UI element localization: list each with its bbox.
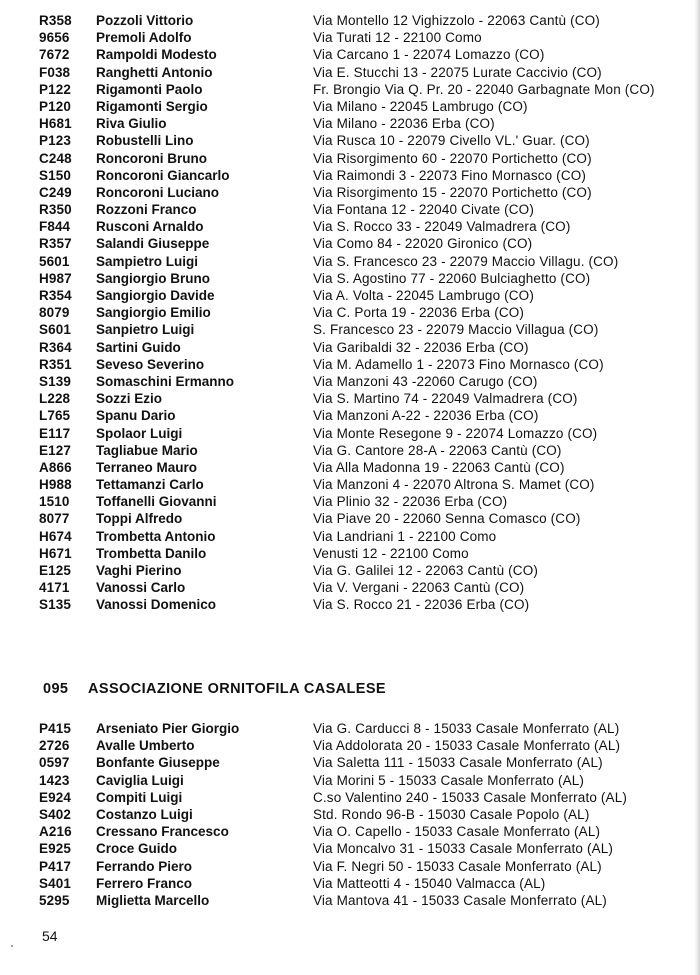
member-code: S139 — [39, 373, 71, 389]
member-name: Sampietro Luigi — [96, 253, 199, 269]
member-address: Via Risorgimento 15 - 22070 Portichetto (CO) — [313, 184, 592, 200]
member-address: Via M. Adamello 1 - 22073 Fino Mornasco (CO) — [313, 356, 604, 372]
member-row — [0, 253, 700, 270]
member-address: Via Matteotti 4 - 15040 Valmacca (AL) — [313, 875, 546, 891]
member-code: 8077 — [39, 511, 70, 527]
member-code: P123 — [39, 133, 71, 149]
member-address: Via O. Capello - 15033 Casale Monferrato (AL) — [313, 824, 601, 840]
member-row — [0, 442, 700, 459]
member-address: Via Mantova 41 - 15033 Casale Monferrato (AL) — [313, 892, 607, 908]
member-row — [0, 29, 700, 46]
member-row — [0, 167, 700, 184]
member-code: E925 — [39, 841, 71, 857]
member-address: Via C. Porta 19 - 22036 Erba (CO) — [313, 305, 525, 321]
member-row — [0, 806, 700, 823]
member-address: Fr. Brongio Via Q. Pr. 20 - 22040 Garbagnate Mon (CO) — [313, 81, 655, 97]
member-name: Miglietta Marcello — [96, 892, 210, 908]
member-address: Via Milano - 22045 Lambrugo (CO) — [313, 98, 528, 114]
member-address: S. Francesco 23 - 22079 Maccio Villagua (CO) — [313, 322, 599, 338]
member-row — [0, 184, 700, 201]
member-name: Rusconi Arnaldo — [96, 219, 204, 235]
member-address: Via Risorgimento 60 - 22070 Portichetto (CO) — [313, 150, 592, 166]
member-row — [0, 304, 700, 321]
section-heading — [43, 681, 386, 697]
member-code: S150 — [39, 167, 71, 183]
member-name: Vanossi Domenico — [96, 597, 217, 613]
member-name: Vaghi Pierino — [96, 563, 182, 578]
member-row — [0, 98, 700, 115]
member-code: 7672 — [39, 47, 70, 63]
member-address: C.so Valentino 240 - 15033 Casale Monferrato (AL) — [313, 789, 628, 805]
member-address: Via G. Cantore 28-A - 22063 Cantù (CO) — [313, 442, 562, 458]
member-name: Caviglia Luigi — [96, 772, 184, 788]
member-name: Sangiorgio Davide — [96, 288, 215, 303]
member-name: Trombetta Antonio — [96, 528, 216, 544]
member-row — [0, 150, 700, 167]
member-code: F844 — [39, 219, 71, 235]
member-address: Via Piave 20 - 22060 Senna Comasco (CO) — [313, 511, 581, 527]
member-name: Croce Guido — [96, 841, 178, 857]
member-name: Salandi Giuseppe — [96, 236, 210, 252]
page-edge-shadow — [694, 0, 700, 975]
page-number: 54 — [42, 928, 58, 944]
member-code: R350 — [39, 202, 72, 218]
member-name: Rigamonti Paolo — [96, 81, 203, 97]
member-address: Via S. Agostino 77 - 22060 Bulciaghetto (CO) — [313, 270, 591, 286]
member-name: Bonfante Giuseppe — [96, 755, 220, 771]
member-name: Tagliabue Mario — [96, 442, 198, 458]
member-name: Sartini Guido — [96, 339, 181, 355]
member-list-top — [0, 12, 700, 614]
member-row — [0, 12, 700, 29]
member-code: A866 — [39, 459, 72, 475]
member-row — [0, 562, 700, 579]
member-address: Via G. Galilei 12 - 22063 Cantù (CO) — [313, 563, 539, 578]
member-code: R357 — [39, 236, 72, 252]
member-code: R364 — [39, 339, 72, 355]
member-address: Via F. Negri 50 - 15033 Casale Monferrato (AL) — [313, 858, 602, 874]
member-address: Via Manzoni 43 -22060 Carugo (CO) — [313, 373, 538, 389]
member-name: Sanpietro Luigi — [96, 322, 195, 338]
member-row — [0, 772, 700, 789]
member-row — [0, 545, 700, 562]
member-address: Via G. Carducci 8 - 15033 Casale Monferrato (AL) — [313, 721, 620, 736]
member-address: Via S. Francesco 23 - 22079 Maccio Villagu. (CO) — [313, 253, 619, 269]
member-row — [0, 425, 700, 442]
member-row — [0, 81, 700, 98]
member-address: Via Saletta 111 - 15033 Casale Monferrato (AL) — [313, 755, 603, 771]
member-code: P120 — [39, 98, 71, 114]
member-address: Via A. Volta - 22045 Lambrugo (CO) — [313, 288, 534, 303]
member-row — [0, 875, 700, 892]
member-name: Robustelli Lino — [96, 133, 194, 149]
member-code: R354 — [39, 288, 72, 303]
member-address: Via Raimondi 3 - 22073 Fino Mornasco (CO) — [313, 167, 587, 183]
member-name: Cressano Francesco — [96, 824, 229, 840]
member-name: Sangiorgio Emilio — [96, 305, 211, 321]
member-row — [0, 493, 700, 510]
member-code: R358 — [39, 13, 72, 28]
section-number: 095 — [43, 681, 69, 697]
member-code: L228 — [39, 391, 71, 407]
member-name: Somaschini Ermanno — [96, 373, 235, 389]
member-name: Spanu Dario — [96, 408, 176, 424]
member-address: Via V. Vergani - 22063 Cantù (CO) — [313, 580, 525, 596]
member-row — [0, 789, 700, 806]
member-name: Costanzo Luigi — [96, 806, 193, 822]
member-address: Via Fontana 12 - 22040 Civate (CO) — [313, 202, 534, 218]
member-address: Via Garibaldi 32 - 22036 Erba (CO) — [313, 339, 529, 355]
member-name: Roncoroni Luciano — [96, 184, 219, 200]
section-title: ASSOCIAZIONE ORNITOFILA CASALESE — [88, 681, 386, 697]
member-address: Via Alla Madonna 19 - 22063 Cantù (CO) — [313, 459, 565, 475]
member-code: 1510 — [39, 494, 70, 510]
member-name: Rampoldi Modesto — [96, 47, 217, 63]
member-name: Vanossi Carlo — [96, 580, 186, 596]
member-row — [0, 528, 700, 545]
member-code: H987 — [39, 270, 72, 286]
member-code: R351 — [39, 356, 72, 372]
member-code: 8079 — [39, 305, 70, 321]
member-address: Via Manzoni A-22 - 22036 Erba (CO) — [313, 408, 539, 424]
member-row — [0, 823, 700, 840]
member-address: Via S. Rocco 21 - 22036 Erba (CO) — [313, 597, 530, 613]
member-name: Trombetta Danilo — [96, 545, 207, 561]
member-code: F038 — [39, 64, 71, 80]
member-row — [0, 858, 700, 875]
member-address: Via Addolorata 20 - 15033 Casale Monferrato (AL) — [313, 738, 621, 754]
member-name: Rozzoni Franco — [96, 202, 197, 218]
member-address: Via Manzoni 4 - 22070 Altrona S. Mamet (CO) — [313, 477, 595, 493]
member-code: S601 — [39, 322, 71, 338]
member-row — [0, 321, 700, 338]
member-address: Via Morini 5 - 15033 Casale Monferrato (AL) — [313, 772, 585, 788]
member-address: Via S. Rocco 33 - 22049 Valmadrera (CO) — [313, 219, 571, 235]
member-code: E924 — [39, 789, 71, 805]
member-code: H988 — [39, 477, 72, 493]
member-row — [0, 201, 700, 218]
member-name: Ferrero Franco — [96, 875, 193, 891]
member-address: Std. Rondo 96-B - 15030 Casale Popolo (AL) — [313, 806, 590, 822]
member-row — [0, 339, 700, 356]
member-code: 5295 — [39, 892, 70, 908]
member-code: P415 — [39, 721, 71, 736]
member-row — [0, 46, 700, 63]
member-name: Compiti Luigi — [96, 789, 183, 805]
member-address: Via Rusca 10 - 22079 Civello VL.' Guar. (CO) — [313, 133, 590, 149]
member-name: Arseniato Pier Giorgio — [96, 721, 240, 736]
member-name: Pozzoli Vittorio — [96, 13, 194, 28]
member-name: Avalle Umberto — [96, 738, 195, 754]
member-name: Premoli Adolfo — [96, 30, 192, 46]
member-code: L765 — [39, 408, 71, 424]
member-name: Seveso Severino — [96, 356, 205, 372]
member-row — [0, 390, 700, 407]
member-row — [0, 720, 700, 737]
member-code: S401 — [39, 875, 71, 891]
member-name: Terraneo Mauro — [96, 459, 198, 475]
member-address: Via Carcano 1 - 22074 Lomazzo (CO) — [313, 47, 545, 63]
member-address: Via Plinio 32 - 22036 Erba (CO) — [313, 494, 508, 510]
member-code: H671 — [39, 545, 72, 561]
member-row — [0, 287, 700, 304]
member-code: E125 — [39, 563, 71, 578]
member-code: 1423 — [39, 772, 70, 788]
member-row — [0, 510, 700, 527]
member-row — [0, 218, 700, 235]
member-code: 2726 — [39, 738, 70, 754]
member-name: Rigamonti Sergio — [96, 98, 208, 114]
member-name: Riva Giulio — [96, 116, 167, 132]
member-code: C248 — [39, 150, 72, 166]
member-address: Via S. Martino 74 - 22049 Valmadrera (CO) — [313, 391, 578, 407]
member-name: Toffanelli Giovanni — [96, 494, 217, 510]
member-name: Tettamanzi Carlo — [96, 477, 204, 493]
member-code: E117 — [39, 425, 71, 441]
member-code: E127 — [39, 442, 71, 458]
member-address: Via Como 84 - 22020 Gironico (CO) — [313, 236, 533, 252]
member-code: A216 — [39, 824, 72, 840]
member-code: 9656 — [39, 30, 70, 46]
member-row — [0, 892, 700, 909]
member-list-bottom — [0, 720, 700, 909]
member-address: Via Turati 12 - 22100 Como — [313, 30, 482, 46]
member-address: Via Milano - 22036 Erba (CO) — [313, 116, 495, 132]
member-code: P417 — [39, 858, 71, 874]
member-row — [0, 579, 700, 596]
member-name: Sozzi Ezio — [96, 391, 163, 407]
member-name: Roncoroni Giancarlo — [96, 167, 230, 183]
member-row — [0, 840, 700, 857]
member-address: Via Monte Resegone 9 - 22074 Lomazzo (CO) — [313, 425, 598, 441]
member-name: Ferrando Piero — [96, 858, 193, 874]
member-name: Spolaor Luigi — [96, 425, 183, 441]
member-code: S402 — [39, 806, 71, 822]
member-name: Sangiorgio Bruno — [96, 270, 210, 286]
member-address: Via E. Stucchi 13 - 22075 Lurate Caccivio (CO) — [313, 64, 602, 80]
member-row — [0, 754, 700, 771]
member-row — [0, 115, 700, 132]
member-address: Via Landriani 1 - 22100 Como — [313, 528, 497, 544]
member-row — [0, 373, 700, 390]
member-row — [0, 737, 700, 754]
member-row — [0, 235, 700, 252]
member-row — [0, 476, 700, 493]
member-code: 0597 — [39, 755, 70, 771]
member-code: C249 — [39, 184, 72, 200]
member-code: 5601 — [39, 253, 70, 269]
member-address: Via Montello 12 Vighizzolo - 22063 Cantù (CO) — [313, 13, 600, 28]
scan-speck — [11, 945, 13, 947]
member-name: Ranghetti Antonio — [96, 64, 213, 80]
member-row — [0, 64, 700, 81]
member-code: P122 — [39, 81, 71, 97]
member-code: S135 — [39, 597, 71, 613]
member-row — [0, 270, 700, 287]
member-row — [0, 132, 700, 149]
member-code: H681 — [39, 116, 72, 132]
member-row — [0, 596, 700, 613]
member-row — [0, 356, 700, 373]
member-row — [0, 459, 700, 476]
member-name: Toppi Alfredo — [96, 511, 183, 527]
member-code: 4171 — [39, 580, 70, 596]
member-address: Venusti 12 - 22100 Como — [313, 545, 469, 561]
member-code: H674 — [39, 528, 72, 544]
member-name: Roncoroni Bruno — [96, 150, 207, 166]
member-address: Via Moncalvo 31 - 15033 Casale Monferrato (AL) — [313, 841, 614, 857]
member-row — [0, 407, 700, 424]
